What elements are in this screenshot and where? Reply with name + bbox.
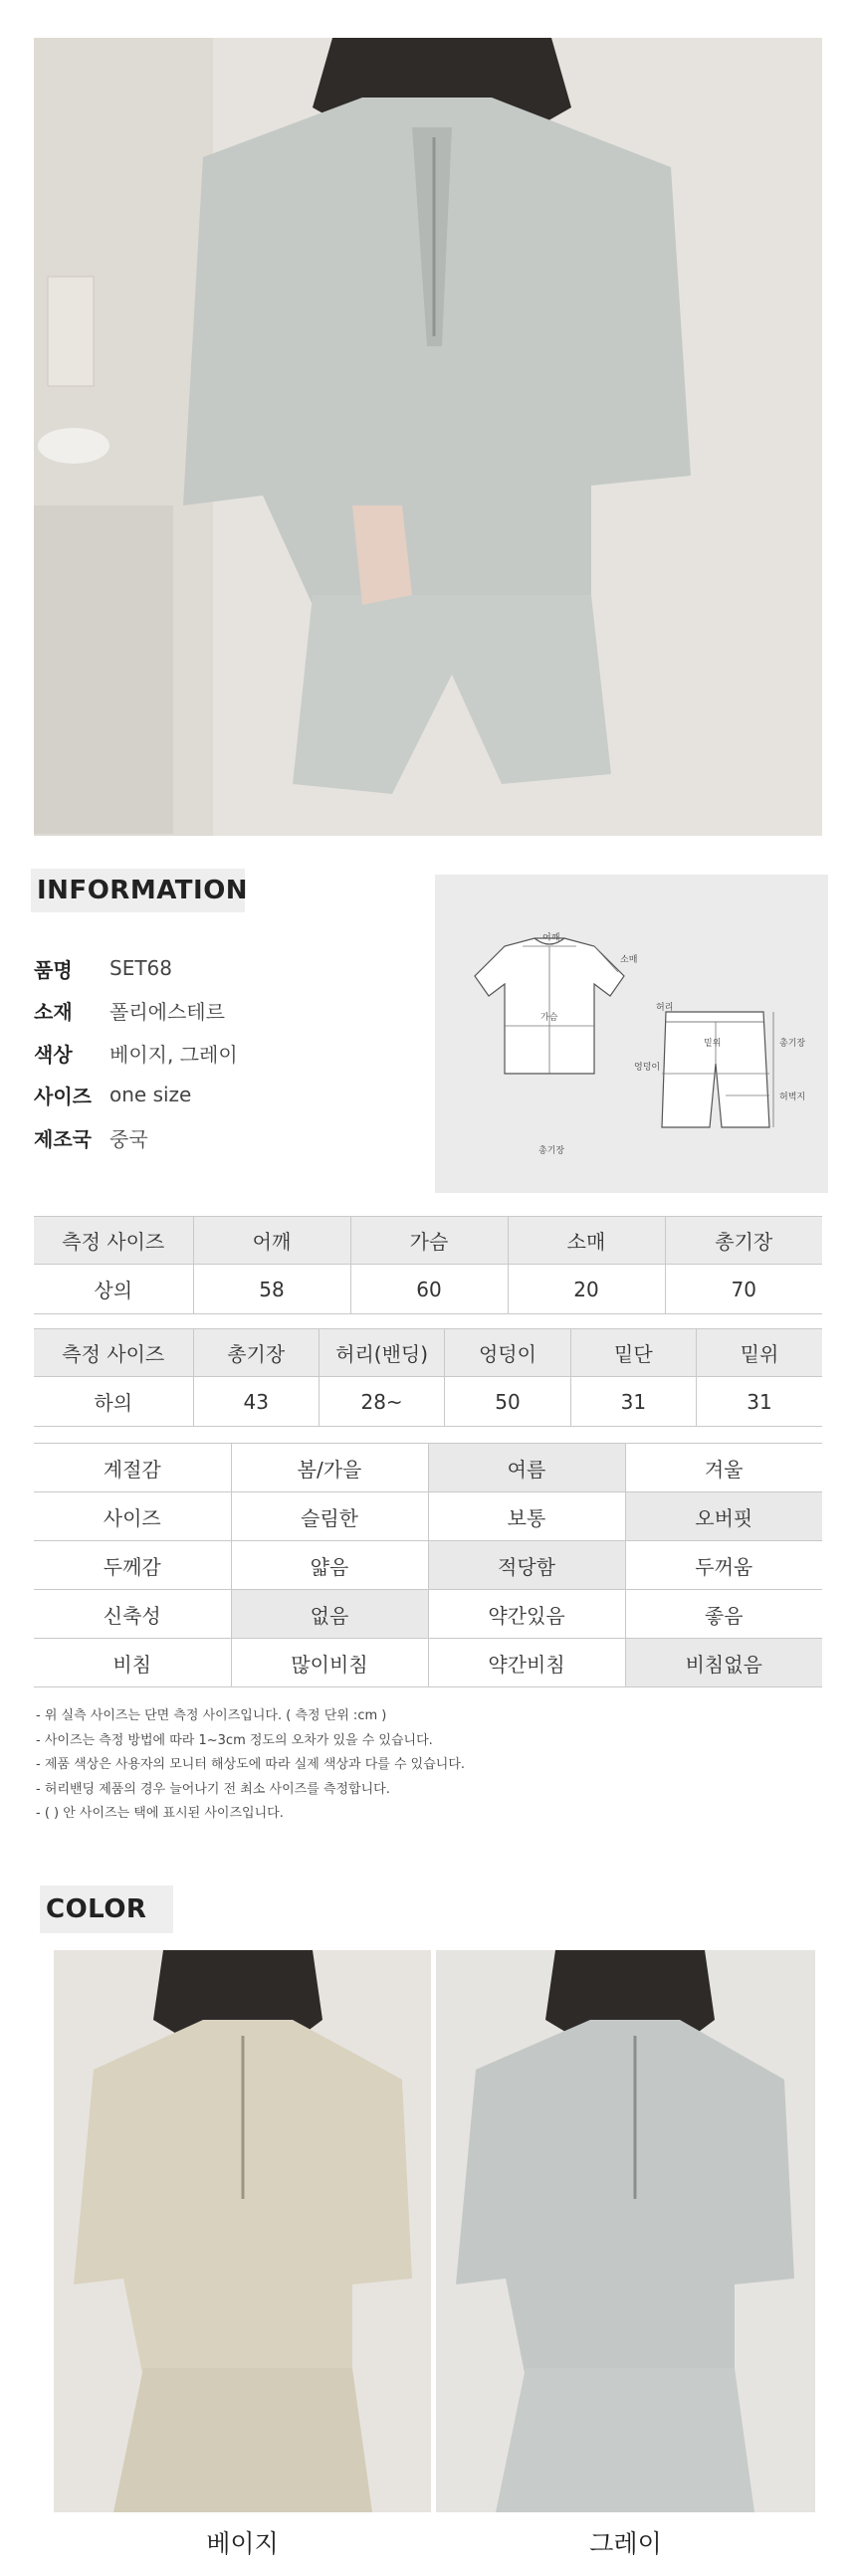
info-row (34, 1122, 148, 1152)
table-header-cell: 허리(밴딩) (319, 1329, 444, 1377)
table-cell: 43 (193, 1377, 319, 1427)
table-cell: 58 (193, 1265, 350, 1314)
top-size-table (34, 1216, 822, 1314)
info-label: 사이즈 (34, 1084, 92, 1108)
table-header-cell: 밑위 (697, 1329, 822, 1377)
diagram-label-waist: 허리 (656, 1003, 674, 1013)
diagram-label-rise: 밑위 (704, 1039, 722, 1049)
feel-option: 비침없음 (625, 1639, 822, 1687)
table-cell: 하의 (34, 1377, 193, 1427)
table-header-cell: 총기장 (665, 1217, 822, 1265)
feel-option: 좋음 (625, 1590, 822, 1639)
color-caption-beige: 베이지 (206, 2529, 279, 2558)
feel-label: 계절감 (34, 1444, 231, 1492)
feel-option: 오버핏 (625, 1492, 822, 1541)
info-label: 색상 (34, 1042, 73, 1067)
feel-option: 겨울 (625, 1444, 822, 1492)
info-label: 제조국 (34, 1126, 92, 1151)
table-header-cell: 측정 사이즈 (34, 1329, 193, 1377)
note-line: - 제품 색상은 사용자의 모니터 해상도에 따라 실제 색상과 다를 수 있습니다. (36, 1757, 466, 1772)
diagram-label-thigh: 허벅지 (779, 1092, 806, 1102)
feel-option: 적당함 (428, 1541, 625, 1590)
table-cell: 상의 (34, 1265, 193, 1314)
feel-label: 신축성 (34, 1590, 231, 1639)
main-product-photo (34, 38, 822, 836)
table-header-cell: 가슴 (350, 1217, 508, 1265)
diagram-label-sleeve: 소매 (620, 955, 638, 965)
size-notes (36, 1704, 465, 1827)
table-row (34, 1444, 822, 1492)
table-cell: 70 (665, 1265, 822, 1314)
info-row (34, 995, 225, 1025)
information-title: INFORMATION (31, 869, 245, 912)
table-cell: 31 (570, 1377, 696, 1427)
feel-label: 두께감 (34, 1541, 231, 1590)
size-diagram (435, 875, 828, 1193)
beige-product-photo (54, 1950, 431, 2512)
info-value: SET68 (109, 956, 172, 980)
table-cell: 31 (697, 1377, 822, 1427)
color-title: COLOR (40, 1885, 173, 1933)
table-header-cell: 소매 (508, 1217, 665, 1265)
info-value: 중국 (109, 1126, 148, 1151)
diagram-label-top-total: 총기장 (538, 1146, 565, 1156)
info-value: one size (109, 1083, 192, 1106)
table-row (34, 1590, 822, 1639)
info-value: 베이지, 그레이 (109, 1042, 238, 1067)
table-header-cell: 엉덩이 (445, 1329, 570, 1377)
info-row (34, 953, 172, 983)
table-header-cell: 총기장 (193, 1329, 319, 1377)
diagram-label-hip: 엉덩이 (634, 1063, 661, 1073)
feel-label: 비침 (34, 1639, 231, 1687)
note-line: - 위 실측 사이즈는 단면 측정 사이즈입니다. ( 측정 단위 :cm ) (36, 1708, 387, 1723)
diagram-label-bottom-total: 총기장 (779, 1039, 806, 1049)
table-cell: 28~ (319, 1377, 444, 1427)
info-row (34, 1038, 238, 1068)
bottom-size-table (34, 1328, 822, 1427)
feel-label: 사이즈 (34, 1492, 231, 1541)
feel-option: 없음 (231, 1590, 428, 1639)
diagram-label-chest: 가슴 (540, 1013, 558, 1023)
diagram-label-shoulder: 어깨 (542, 933, 560, 943)
feel-option: 많이비침 (231, 1639, 428, 1687)
table-cell: 60 (350, 1265, 508, 1314)
gray-product-photo (436, 1950, 815, 2512)
color-caption-gray: 그레이 (589, 2529, 662, 2558)
table-header-cell: 밑단 (570, 1329, 696, 1377)
fabric-feel-table (34, 1443, 822, 1687)
feel-option: 얇음 (231, 1541, 428, 1590)
info-value: 폴리에스테르 (109, 999, 225, 1024)
info-label: 품명 (34, 957, 73, 982)
feel-option: 여름 (428, 1444, 625, 1492)
feel-option: 약간비침 (428, 1639, 625, 1687)
note-line: - 허리밴딩 제품의 경우 늘어나기 전 최소 사이즈를 측정합니다. (36, 1781, 390, 1797)
table-header-cell: 측정 사이즈 (34, 1217, 193, 1265)
feel-option: 슬림한 (231, 1492, 428, 1541)
info-label: 소재 (34, 999, 73, 1024)
info-row (34, 1080, 191, 1109)
feel-option: 두꺼움 (625, 1541, 822, 1590)
table-row (34, 1541, 822, 1590)
note-line: - 사이즈는 측정 방법에 따라 1~3cm 정도의 오차가 있을 수 있습니다. (36, 1732, 433, 1748)
feel-option: 보통 (428, 1492, 625, 1541)
feel-option: 약간있음 (428, 1590, 625, 1639)
table-cell: 20 (508, 1265, 665, 1314)
table-row (34, 1492, 822, 1541)
table-row (34, 1639, 822, 1687)
table-cell: 50 (445, 1377, 570, 1427)
feel-option: 봄/가을 (231, 1444, 428, 1492)
note-line: - ( ) 안 사이즈는 택에 표시된 사이즈입니다. (36, 1806, 284, 1821)
table-header-cell: 어깨 (193, 1217, 350, 1265)
